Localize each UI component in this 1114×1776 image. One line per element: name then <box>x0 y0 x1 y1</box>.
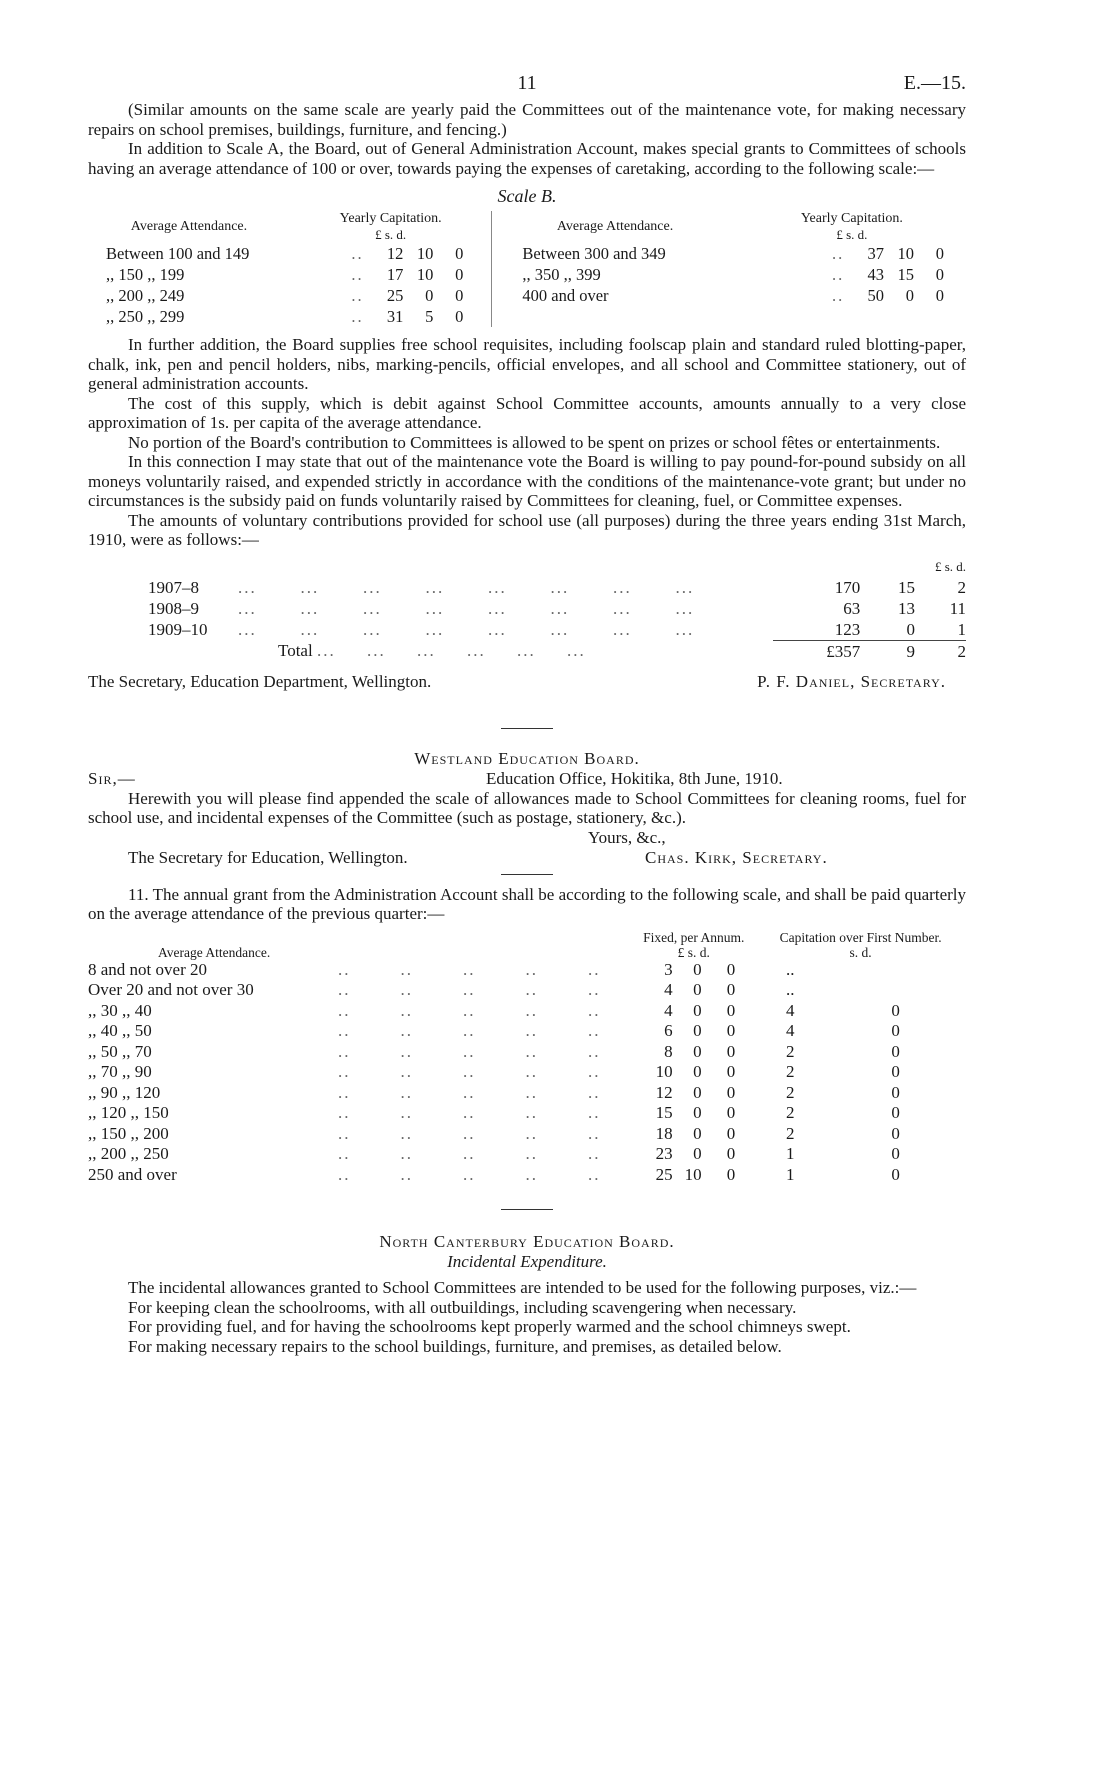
fixed-pence: 0 <box>726 1000 736 1020</box>
column-header: Average Attendance. <box>158 944 271 960</box>
column-header: Fixed, per Annum. £ s. d. <box>643 929 745 960</box>
fixed-shillings: 0 <box>693 1103 702 1122</box>
table-row <box>88 1165 966 1186</box>
leader-dots: ... ... ... ... ... ... ... ... <box>238 619 695 639</box>
letter-address: Education Office, Hokitika, 8th June, 1910. <box>486 768 783 788</box>
capitation-pence: 0 <box>891 1103 900 1122</box>
contributions-table <box>88 556 966 662</box>
fixed-pounds: 18 <box>655 1123 673 1143</box>
table-row <box>522 285 966 306</box>
addressee: The Secretary, Education Department, Wellington. <box>88 671 432 691</box>
addressee: The Secretary for Education, Wellington. <box>128 847 408 867</box>
table-row <box>88 306 491 327</box>
pounds: 123 <box>834 619 861 639</box>
body-paragraph: No portion of the Board's contribution to Committees is allowed to be spent on prizes or school fêtes or entertainments. <box>128 432 941 452</box>
leader-dots: .. <box>351 307 364 326</box>
year: 1907–8 <box>148 577 199 597</box>
rule-paragraph: 11. The annual grant from the Administration Account shall be according to the following scale, and shall be paid quarterly on the average attendance of the previous quarter:— <box>88 884 966 923</box>
attendance-range: ,, 120 ,, 150 <box>88 1103 169 1122</box>
capitation-shillings: 2 <box>786 1062 795 1081</box>
table-row <box>522 243 966 264</box>
capitation-pence: 0 <box>891 1164 900 1184</box>
attendance-range: ,, 150 ,, 200 <box>88 1123 169 1143</box>
capitation-pence: 0 <box>891 1041 900 1061</box>
closing: Yours, &c., <box>588 827 666 847</box>
body-paragraph: In this connection I may state that out of the maintenance vote the Board is willing to pay pound-for-pound subsidy on all moneys voluntarily raised, and expended strictly in accordance with the conditions of the maintenance-vote grant; but under no circumstances is the subsidy paid on funds voluntarily raised by Committees for cleaning, fuel, or Committee expenses. <box>88 452 966 510</box>
leader-dots: .. .. .. .. .. <box>338 1021 601 1040</box>
table-row <box>88 577 966 598</box>
total-pounds: £357 <box>773 640 860 662</box>
leader-dots: .. .. .. .. .. <box>338 1082 601 1102</box>
table-row <box>88 960 966 981</box>
total-label: Total <box>278 641 313 661</box>
shillings: 13 <box>897 598 915 618</box>
table-row <box>88 1001 966 1022</box>
capitation-shillings: 4 <box>786 1021 795 1040</box>
capitation-shillings: 2 <box>786 1123 795 1143</box>
table-row <box>88 243 491 264</box>
table-row <box>88 1124 966 1145</box>
capitation-pence: 0 <box>891 1082 900 1102</box>
pence: 11 <box>949 598 966 618</box>
pounds: 43 <box>867 265 884 284</box>
attendance-range: ,, 350 ,, 399 <box>522 265 601 284</box>
fixed-pence: 0 <box>726 1082 736 1102</box>
attendance-range: ,, 90 ,, 120 <box>88 1082 161 1102</box>
pounds: 12 <box>386 244 404 263</box>
pounds: 50 <box>867 286 884 305</box>
body-paragraph: The amounts of voluntary contributions provided for school use (all purposes) during the three years ending 31st March, 1910, were as follows:— <box>88 510 966 549</box>
shillings: 0 <box>906 619 915 639</box>
leader-dots: .. <box>832 286 845 305</box>
body-paragraph: For providing fuel, and for having the schoolrooms kept properly warmed and the school chimneys swept. <box>128 1317 851 1336</box>
table-row <box>88 1062 966 1083</box>
shillings: 0 <box>905 286 914 305</box>
body-paragraph: The cost of this supply, which is debit against School Committee accounts, amounts annually to a very close approximation of 1s. per capita of the average attendance. <box>88 393 966 432</box>
fixed-pounds: 6 <box>664 1021 673 1040</box>
capitation-pence: 0 <box>891 1144 900 1163</box>
fixed-pence: 0 <box>726 1062 736 1081</box>
section-divider <box>501 1209 553 1210</box>
fixed-shillings: 0 <box>693 1123 702 1143</box>
shillings: 10 <box>416 244 434 263</box>
fixed-pounds: 4 <box>664 1000 673 1020</box>
report-reference: E.—15. <box>903 72 966 94</box>
fixed-shillings: 0 <box>693 1144 702 1163</box>
total-pence: 2 <box>915 640 966 662</box>
scale-b-right <box>522 243 966 306</box>
capitation-shillings: 1 <box>786 1144 795 1163</box>
pence: 0 <box>935 265 944 284</box>
fixed-pounds: 12 <box>655 1082 673 1102</box>
intro-paragraph: (Similar amounts on the same scale are yearly paid the Committees out of the maintenance vote, for making necessary repairs on school premises, buildings, furniture, and fencing.) <box>88 100 966 139</box>
scale-b-title: Scale B. <box>497 186 557 206</box>
scale-b-table <box>88 211 966 327</box>
fixed-shillings: 0 <box>693 980 702 999</box>
pounds: 63 <box>843 598 861 618</box>
pounds: 170 <box>834 577 861 597</box>
leader-dots: .. .. .. .. .. <box>338 1123 601 1143</box>
shillings: 10 <box>897 244 914 263</box>
attendance-range: ,, 30 ,, 40 <box>88 1000 152 1020</box>
section-divider <box>501 874 553 875</box>
leader-dots: .. <box>351 244 364 263</box>
attendance-range: 250 and over <box>88 1164 177 1184</box>
shillings: 15 <box>897 265 914 284</box>
column-header: Yearly Capitation. £ s. d. <box>800 211 903 242</box>
fixed-pence: 0 <box>726 1144 736 1163</box>
leader-dots: .. .. .. .. .. <box>338 1062 601 1081</box>
fixed-shillings: 0 <box>693 1082 702 1102</box>
capitation-pence: 0 <box>891 1062 900 1081</box>
leader-dots: .. <box>351 265 364 284</box>
westland-allowance-table <box>88 930 966 1186</box>
table-row: Total ... ... ... ... ... ... £357 9 2 <box>278 641 966 661</box>
fixed-pence: 0 <box>726 1021 736 1040</box>
leader-dots: .. .. .. .. .. <box>338 1041 601 1061</box>
capitation-shillings: .. <box>786 959 795 979</box>
signature-block <box>88 672 966 692</box>
attendance-range: 400 and over <box>522 286 609 305</box>
attendance-range: Between 300 and 349 <box>522 244 666 263</box>
intro-paragraph: In addition to Scale A, the Board, out of General Administration Account, makes special grants to Committees of schools having an average attendance of 100 or over, towards paying the expenses of caretaking, according to the following scale:— <box>88 139 966 178</box>
pounds: 31 <box>386 307 404 326</box>
document-page <box>88 72 966 1356</box>
table-row <box>88 285 491 306</box>
leader-dots: .. .. .. .. .. <box>338 1000 601 1020</box>
pounds: 17 <box>386 265 404 284</box>
north-canterbury-title: North Canterbury Education Board. <box>379 1232 675 1251</box>
fixed-pence: 0 <box>726 959 736 979</box>
fixed-shillings: 10 <box>684 1164 702 1184</box>
table-row <box>88 264 491 285</box>
capitation-pence <box>825 980 966 1001</box>
signatory: Chas. Kirk, Secretary. <box>645 847 828 867</box>
pence: 0 <box>455 265 464 284</box>
shillings: 10 <box>416 265 434 284</box>
shillings: 0 <box>425 286 434 305</box>
leader-dots: .. .. .. .. .. <box>338 980 601 999</box>
capitation-pence: 0 <box>891 1123 900 1143</box>
total-shillings: 9 <box>860 640 915 662</box>
fixed-pence: 0 <box>726 1041 736 1061</box>
leader-dots: .. .. .. .. .. <box>338 1144 601 1163</box>
capitation-shillings: 2 <box>786 1082 795 1102</box>
year: 1908–9 <box>148 598 199 618</box>
shillings: 5 <box>425 307 434 326</box>
table-row <box>88 1042 966 1063</box>
table-row <box>522 264 966 285</box>
capitation-pence: 0 <box>891 1021 900 1040</box>
pounds: 25 <box>386 286 404 305</box>
capitation-pence: 0 <box>891 1000 900 1020</box>
page-header <box>88 72 966 100</box>
capitation-shillings: 1 <box>786 1164 795 1184</box>
table-row <box>88 598 966 619</box>
pence: 0 <box>935 286 944 305</box>
fixed-pounds: 3 <box>664 959 673 979</box>
table-row <box>88 1021 966 1042</box>
pence: 0 <box>455 307 464 326</box>
table-row <box>88 619 966 641</box>
pence: 0 <box>455 286 464 305</box>
fixed-pence: 0 <box>726 1164 736 1184</box>
body-paragraph: In further addition, the Board supplies free school requisites, including foolscap plain and standard ruled blotting-paper, chalk, ink, pen and pencil holders, nibs, marking-pencils, official envelopes, and all school and Committee stationery, out of general administration accounts. <box>88 335 966 393</box>
capitation-pence <box>825 960 966 981</box>
fixed-pounds: 4 <box>664 980 673 999</box>
column-header: Capitation over First Number. s. d. <box>779 929 942 960</box>
table-row <box>88 1103 966 1124</box>
fixed-shillings: 0 <box>693 1000 702 1020</box>
page-number: 11 <box>517 72 537 94</box>
capitation-shillings: .. <box>786 980 795 999</box>
table-row <box>88 1083 966 1104</box>
leader-dots: .. <box>351 286 364 305</box>
fixed-shillings: 0 <box>693 1021 702 1040</box>
fixed-pounds: 8 <box>664 1041 673 1061</box>
pence: 0 <box>935 244 944 263</box>
attendance-range: Over 20 and not over 30 <box>88 980 254 999</box>
body-paragraph: For making necessary repairs to the school buildings, furniture, and premises, as detailed below. <box>128 1336 782 1356</box>
table-row <box>88 980 966 1001</box>
signatory: P. F. Daniel, Secretary. <box>757 671 946 691</box>
pounds: 37 <box>867 244 884 263</box>
column-header: £ s. d. <box>934 558 966 574</box>
column-header: Average Attendance. <box>130 219 248 234</box>
fixed-shillings: 0 <box>693 1041 702 1061</box>
salutation: Sir,— <box>88 768 136 788</box>
column-header: Yearly Capitation. £ s. d. <box>339 211 442 242</box>
leader-dots: .. <box>832 265 845 284</box>
year: 1909–10 <box>148 619 208 639</box>
leader-dots: ... ... ... ... ... ... ... ... <box>238 577 695 597</box>
attendance-range: ,, 250 ,, 299 <box>106 307 185 326</box>
body-paragraph: For keeping clean the schoolrooms, with all outbuildings, including scavengering when necessary. <box>128 1297 797 1317</box>
north-canterbury-subtitle: Incidental Expenditure. <box>447 1252 607 1271</box>
fixed-pounds: 23 <box>655 1144 673 1163</box>
leader-dots: .. .. .. .. .. <box>338 959 601 979</box>
fixed-pounds: 25 <box>655 1164 673 1184</box>
capitation-shillings: 4 <box>786 1000 795 1020</box>
fixed-pence: 0 <box>726 1103 736 1122</box>
shillings: 15 <box>897 577 915 597</box>
section-divider <box>501 728 553 729</box>
pence: 2 <box>957 577 966 597</box>
attendance-range: ,, 150 ,, 199 <box>106 265 185 284</box>
fixed-pounds: 10 <box>655 1062 673 1081</box>
leader-dots: ... ... ... ... ... ... ... ... <box>238 598 695 618</box>
table-row <box>88 1144 966 1165</box>
attendance-range: ,, 50 ,, 70 <box>88 1041 152 1061</box>
pence: 1 <box>957 619 966 639</box>
attendance-range: ,, 40 ,, 50 <box>88 1021 152 1040</box>
column-header: Average Attendance. <box>492 211 738 243</box>
fixed-pounds: 15 <box>655 1103 673 1122</box>
pence: 0 <box>455 244 464 263</box>
leader-dots: .. <box>832 244 845 263</box>
attendance-range: ,, 200 ,, 249 <box>106 286 185 305</box>
attendance-range: Between 100 and 149 <box>106 244 250 263</box>
westland-title: Westland Education Board. <box>414 748 640 768</box>
attendance-range: ,, 70 ,, 90 <box>88 1062 152 1081</box>
leader-dots: .. .. .. .. .. <box>338 1164 601 1184</box>
leader-dots: .. .. .. .. .. <box>338 1103 601 1122</box>
fixed-pence: 0 <box>726 980 736 999</box>
letter-body: Herewith you will please find appended the scale of allowances made to School Committees for cleaning rooms, fuel for school use, and incidental expenses of the Committee (such as postage, stationery, &c.). <box>88 788 966 827</box>
attendance-range: 8 and not over 20 <box>88 959 207 979</box>
attendance-range: ,, 200 ,, 250 <box>88 1144 169 1163</box>
scale-b-left <box>88 243 491 327</box>
capitation-shillings: 2 <box>786 1103 795 1122</box>
fixed-shillings: 0 <box>693 959 702 979</box>
body-paragraph: The incidental allowances granted to School Committees are intended to be used for the following purposes, viz.:— <box>128 1278 917 1297</box>
capitation-shillings: 2 <box>786 1041 795 1061</box>
fixed-shillings: 0 <box>693 1062 702 1081</box>
fixed-pence: 0 <box>726 1123 736 1143</box>
